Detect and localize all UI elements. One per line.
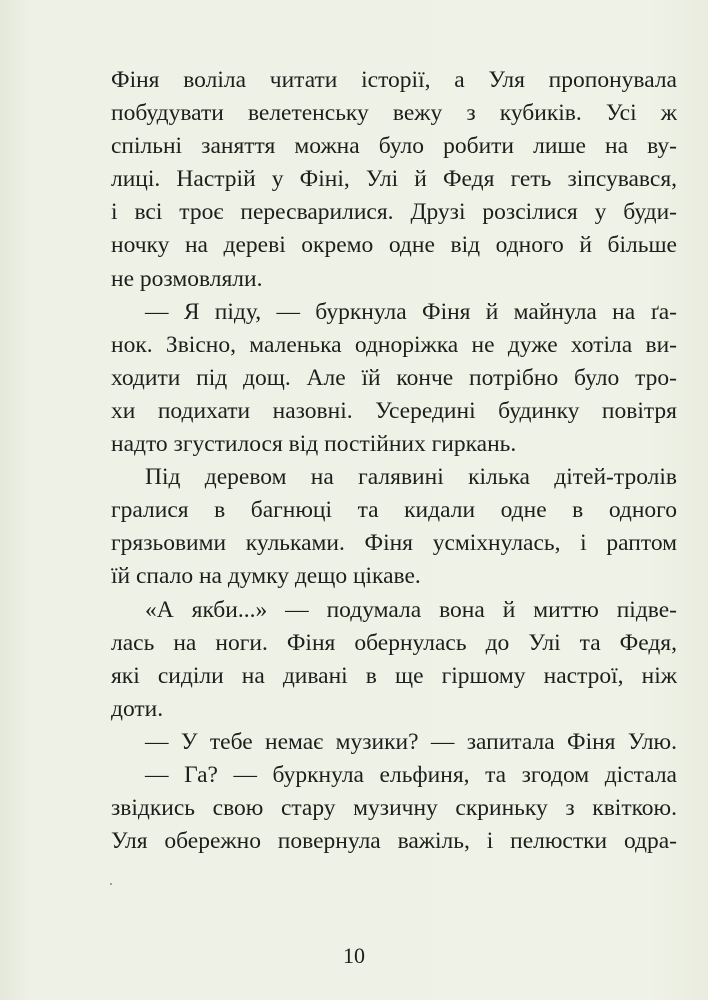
text-line: нок. Звісно, маленька одноріжка не дуже хотіла ви-	[111, 331, 677, 358]
text-line: доти.	[111, 695, 164, 722]
text-line: лась на ноги. Фіня обернулась до Улі та Федя,	[111, 629, 677, 656]
print-speck	[110, 883, 112, 885]
text-line: грязьовими кульками. Фіня усміхнулась, і раптом	[111, 530, 677, 557]
text-line: «А якби...» — подумала вона й миттю підве-	[145, 596, 677, 623]
page-number: 10	[343, 943, 365, 968]
text-line: їй спало на думку дещо цікаве.	[111, 563, 421, 590]
text-line: надто згустилося від постійних гиркань.	[111, 431, 517, 458]
text-line: Фіня воліла читати історії, а Уля пропонувала	[111, 67, 677, 93]
text-line: звідкись свою стару музичну скриньку з квіткою.	[111, 795, 677, 822]
text-line: лиці. Настрій у Фіні, Улі й Федя геть зіпсувався,	[111, 166, 677, 193]
text-line: побудувати велетенську вежу з кубиків. Усі ж	[111, 100, 677, 127]
text-line: Уля обережно повернула важіль, і пелюстки одра-	[111, 828, 677, 855]
body-text	[111, 64, 677, 858]
text-line: — У тебе немає музики? — запитала Фіня Улю.	[145, 728, 677, 755]
text-line: — Я піду, — буркнула Фіня й майнула на ґа-	[145, 298, 677, 325]
text-line: — Га? — буркнула ельфиня, та згодом дістала	[145, 761, 677, 788]
text-line: хи подихати назовні. Усередині будинку повітря	[111, 397, 677, 424]
text-line: ночку на дереві окремо одне від одного й більше	[111, 232, 677, 259]
text-line: Під деревом на галявині кілька дітей-тролів	[145, 464, 677, 491]
text-line: ходити під дощ. Але їй конче потрібно було тро-	[111, 364, 677, 391]
text-line: і всі троє пересварилися. Друзі розсілися у буди-	[111, 199, 677, 226]
text-line: не розмовляли.	[111, 265, 263, 292]
text-line: спільні заняття можна було робити лише на ву-	[111, 133, 677, 160]
text-line: гралися в багнюці та кидали одне в одного	[111, 497, 677, 524]
text-line: які сиділи на дивані в ще гіршому настрої, ніж	[111, 662, 677, 689]
